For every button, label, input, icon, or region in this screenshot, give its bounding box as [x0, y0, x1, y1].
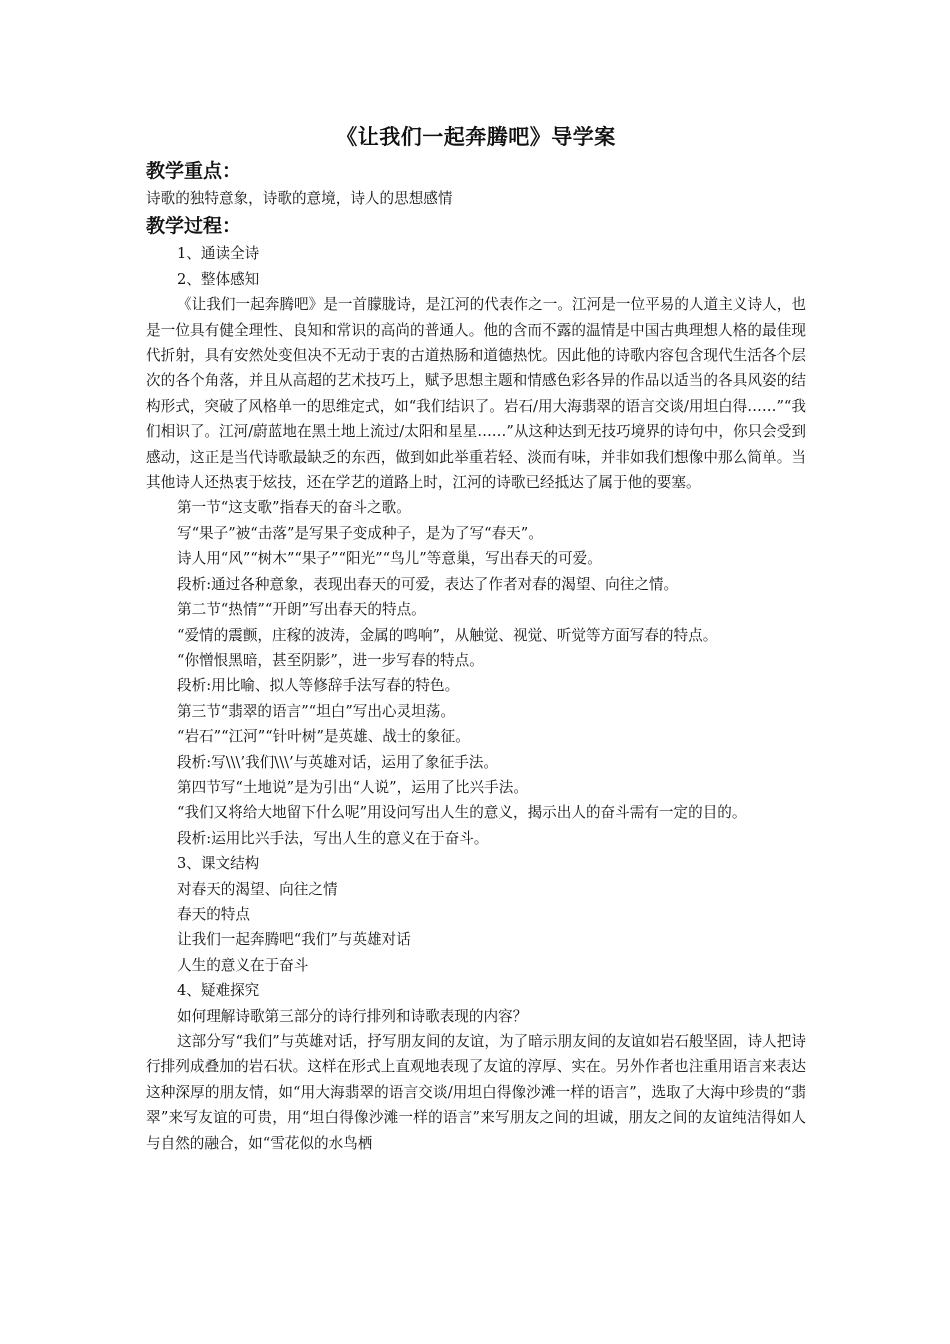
structure-line: 3、课文结构	[177, 855, 260, 873]
final-paragraph: 这部分写“我们”与英雄对话，抒写朋友间的友谊，为了暗示朋友间的友谊如岩石般坚固，诗人把诗行排列成叠加的岩石状。这样在形式上直观地表现了友谊的淳厚、实在。另外作者也注重用语言来表达这种深厚的朋友情，如“用大海翡翠的语言交谈/用坦白得像沙滩一样的语言”，选取了大海中珍贵的“翡翠”来写友谊的可贵，用“坦白得像沙滩一样的语言”来写朋友之间的坦诚，朋友之间的友谊纯洁得如人与自然的融合，如“雪花似的水鸟栖	[146, 1033, 806, 1152]
analysis-line: 段析:用比喻、拟人等修辞手法写春的特色。	[177, 677, 460, 695]
analysis-line: 第三节“翡翠的语言”“坦白”写出心灵坦荡。	[177, 702, 455, 720]
analysis-line: 诗人用“风”“树木”“果子”“阳光”“鸟儿”等意巢，写出春天的可爱。	[177, 550, 602, 568]
intro-paragraph: 《让我们一起奔腾吧》是一首朦胧诗，是江河的代表作之一。江河是一位平易的人道主义诗人，也是一位具有健全理性、良知和常识的高尚的普通人。他的含而不露的温情是中国古典理想人格的最佳现代折射，具有安然处变但决不无动于衷的古道热肠和道德热忱。因此他的诗歌内容包含现代生活各个层次的各个角落，并且从高超的艺术技巧上，赋予思想主题和情感色彩各异的作品以适当的各具风姿的结构形式，突破了风格单一的思维定式，如“我们结识了。岩石/用大海翡翠的语言交谈/用坦白得……”“我们相识了。江河/蔚蓝地在黑土地上流过/太阳和星星……”从这种达到无技巧境界的诗句中，你只会受到感动，这正是当代诗歌最缺乏的东西，做到如此举重若轻、淡而有味，并非如我们想像中那么简单。当其他诗人还热衷于炫技，还在学艺的道路上时，江河的诗歌已经抵达了属于他的要塞。	[146, 296, 806, 492]
analysis-line: “爱情的震颤，庄稼的波涛，金属的鸣响”，从触觉、视觉、听觉等方面写春的特点。	[177, 626, 718, 644]
document-title: 《让我们一起奔腾吧》导学案	[336, 125, 616, 149]
analysis-line: 写“果子”被“击落”是写果子变成种子，是为了写“春天”。	[177, 524, 543, 542]
analysis-line: “岩石”“江河”“针叶树”是英雄、战士的象征。	[177, 728, 470, 746]
step-line: 1、通读全诗	[177, 245, 260, 263]
step-line: 2、整体感知	[177, 270, 260, 288]
structure-line: 段析:运用比兴手法，写出人生的意义在于奋斗。	[177, 829, 489, 847]
analysis-line: 段析:写\\\’我们\\\’与英雄对话，运用了象征手法。	[177, 753, 498, 771]
analysis-line: 段析:通过各种意象，表现出春天的可爱，表达了作者对春的渴望、向往之情。	[177, 575, 679, 593]
analysis-line: “你憎恨黑暗，甚至阴影”，进一步写春的特点。	[177, 651, 484, 669]
heading-teaching-focus: 教学重点：	[146, 160, 242, 182]
structure-line: 让我们一起奔腾吧“我们”与英雄对话	[177, 931, 411, 949]
structure-line: 人生的意义在于奋斗	[177, 956, 309, 974]
teaching-focus-text: 诗歌的独特意象，诗歌的意境，诗人的思想感情	[146, 190, 453, 207]
heading-teaching-process: 教学过程：	[146, 215, 242, 238]
document-page	[146, 120, 806, 1156]
structure-line: 4、疑难探究	[177, 982, 260, 1000]
structure-line: 春天的特点	[177, 905, 250, 923]
structure-line: 如何理解诗歌第三部分的诗行排列和诗歌表现的内容？	[177, 1007, 528, 1025]
purpose-paragraph: “我们又将给大地留下什么呢”用设问写出人生的意义，揭示出人的奋斗需有一定的目的。	[177, 804, 747, 822]
analysis-line: 第二节“热情”“开朗”写出春天的特点。	[177, 601, 426, 619]
structure-line: 对春天的渴望、向往之情	[177, 880, 338, 898]
analysis-line: 第一节“这支歌”指春天的奋斗之歌。	[177, 499, 411, 517]
analysis-line: 第四节写“土地说”是为引出“人说”，运用了比兴手法。	[177, 778, 528, 796]
